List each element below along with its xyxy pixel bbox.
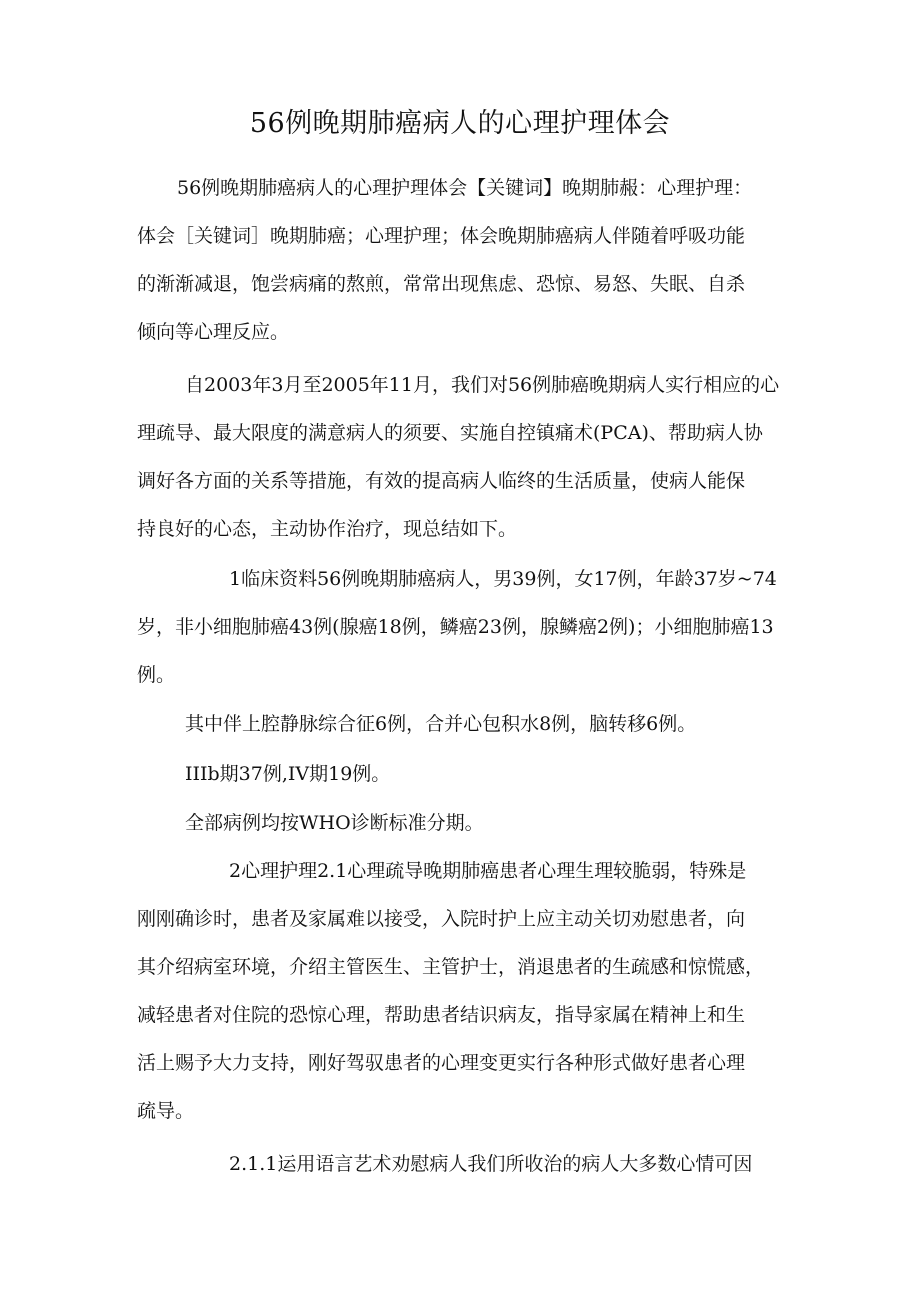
text-line: 其介绍病室环境，介绍主管医生、主管护士，消退患者的生疏感和惊慌感， <box>137 956 765 978</box>
text-line: 体会［关键词］晚期肺癌；心理护理；体会晚期肺癌病人伴随着呼吸功能 <box>137 225 746 247</box>
paragraph-language-art <box>137 1140 787 1188</box>
document-title: 56例晚期肺癌病人的心理护理体会 <box>249 108 671 139</box>
text-line: 活上赐予大力支持，刚好驾驭患者的心理变更实行各种形式做好患者心理 <box>137 1052 746 1074</box>
paragraph-clinical-data <box>137 555 787 699</box>
paragraph-who-standard <box>137 799 787 847</box>
text-line: 疏导。 <box>137 1100 195 1122</box>
text-line: 减轻患者对住院的恐惊心理，帮助患者结识病友，指导家属在精神上和生 <box>137 1004 746 1026</box>
paragraph-methods <box>137 361 787 553</box>
text-line: 2心理护理2.1心理疏导晚期肺癌患者心理生理较脆弱，特殊是 <box>229 860 747 882</box>
paragraph-complications <box>137 700 787 748</box>
paragraph-intro <box>137 164 787 356</box>
text-line: 其中伴上腔静脉综合征6例，合并心包积水8例，脑转移6例。 <box>185 713 697 735</box>
text-line: 例。 <box>137 664 176 686</box>
text-line: 刚刚确诊时，患者及家属难以接受，入院时护上应主动关切劝慰患者，向 <box>137 908 746 930</box>
text-line: 倾向等心理反应。 <box>137 321 290 343</box>
text-line: 理疏导、最大限度的满意病人的须要、实施自控镇痛术(PCA)、帮助病人协 <box>137 422 763 444</box>
text-line: IIIb期37例,IV期19例。 <box>185 763 391 785</box>
text-line: 全部病例均按WHO诊断标准分期。 <box>185 812 484 834</box>
text-line: 56例晚期肺癌病人的心理护理体会【关键词】晚期肺赧：心理护理： <box>177 177 753 199</box>
text-line: 自2003年3月至2005年11月，我们对56例肺癌晚期病人实行相应的心 <box>185 374 780 396</box>
text-line: 2.1.1运用语言艺术劝慰病人我们所收治的病人大多数心情可因 <box>229 1153 753 1175</box>
text-line: 的渐渐减退，饱尝病痛的熬煎，常常出现焦虑、恐惊、易怒、失眠、自杀 <box>137 273 746 295</box>
text-line: 岁，非小细胞肺癌43例(腺癌18例，鳞癌23例，腺鳞癌2例)；小细胞肺癌13 <box>137 616 774 638</box>
paragraph-psych-care <box>137 847 787 1135</box>
text-line: 持良好的心态，主动协作治疗，现总结如下。 <box>137 518 518 540</box>
text-line: 1临床资料56例晚期肺癌病人，男39例，女17例，年龄37岁~74 <box>229 568 777 590</box>
paragraph-staging <box>137 750 787 798</box>
text-line: 调好各方面的关系等措施，有效的提高病人临终的生活质量，使病人能保 <box>137 470 746 492</box>
